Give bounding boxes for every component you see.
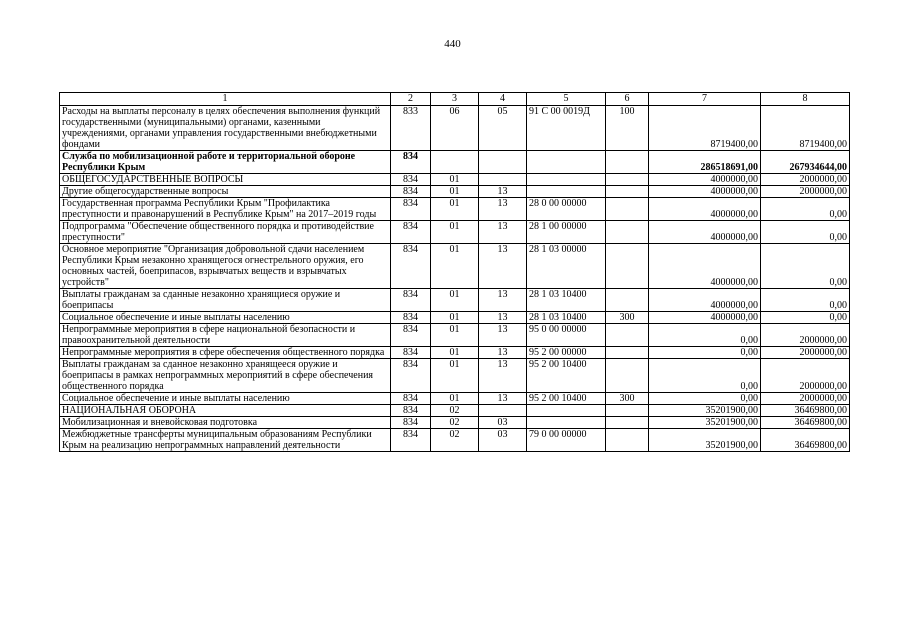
amount-year2-cell: 8719400,00 [761,106,850,151]
target-article-cell: 95 2 00 00000 [527,347,606,359]
expense-type-cell [606,186,649,198]
subsection-cell: 13 [479,393,527,405]
section-cell: 02 [431,405,479,417]
row-name-cell: НАЦИОНАЛЬНАЯ ОБОРОНА [60,405,391,417]
subsection-cell [479,405,527,417]
row-name-cell: Мобилизационная и вневойсковая подготовка [60,417,391,429]
table-row [60,347,850,359]
expense-type-cell [606,289,649,312]
section-cell: 02 [431,417,479,429]
section-cell: 01 [431,312,479,324]
target-article-cell: 28 1 00 00000 [527,221,606,244]
admin-code-cell: 834 [391,289,431,312]
amount-year2-cell: 36469800,00 [761,417,850,429]
subsection-cell: 13 [479,312,527,324]
section-cell: 01 [431,174,479,186]
amount-year1-cell: 35201900,00 [649,429,761,452]
expense-type-cell: 300 [606,312,649,324]
amount-year2-cell: 0,00 [761,221,850,244]
amount-year1-cell: 35201900,00 [649,405,761,417]
expense-type-cell [606,429,649,452]
section-cell: 01 [431,347,479,359]
subsection-cell: 13 [479,186,527,198]
budget-table [59,92,850,452]
admin-code-cell: 834 [391,324,431,347]
target-article-cell [527,174,606,186]
row-name-cell: Социальное обеспечение и иные выплаты населению [60,393,391,405]
amount-year1-cell: 286518691,00 [649,151,761,174]
target-article-cell: 95 0 00 00000 [527,324,606,347]
amount-year1-cell: 0,00 [649,324,761,347]
column-header: 5 [527,93,606,106]
table-row [60,221,850,244]
expense-type-cell [606,405,649,417]
row-name-cell: Расходы на выплаты персоналу в целях обеспечения выполнения функций государственными (муниципальными) органами, казенными учреждениями, органами управления государственными внебюджетными фондами [60,106,391,151]
subsection-cell: 13 [479,289,527,312]
row-name-cell: Другие общегосударственные вопросы [60,186,391,198]
amount-year2-cell: 0,00 [761,244,850,289]
section-cell: 01 [431,221,479,244]
table-row [60,186,850,198]
table-row [60,244,850,289]
row-name-cell: Выплаты гражданам за сданные незаконно хранящиеся оружие и боеприпасы [60,289,391,312]
target-article-cell: 95 2 00 10400 [527,359,606,393]
amount-year1-cell: 4000000,00 [649,174,761,186]
amount-year2-cell: 0,00 [761,312,850,324]
column-header: 1 [60,93,391,106]
amount-year1-cell: 4000000,00 [649,221,761,244]
page-number: 440 [444,38,461,50]
row-name-cell: ОБЩЕГОСУДАРСТВЕННЫЕ ВОПРОСЫ [60,174,391,186]
admin-code-cell: 834 [391,417,431,429]
admin-code-cell: 833 [391,106,431,151]
table-row [60,324,850,347]
table-row [60,405,850,417]
target-article-cell [527,405,606,417]
admin-code-cell: 834 [391,405,431,417]
table-row [60,429,850,452]
table-row [60,417,850,429]
column-header: 4 [479,93,527,106]
admin-code-cell: 834 [391,221,431,244]
section-cell: 01 [431,359,479,393]
amount-year2-cell: 2000000,00 [761,186,850,198]
amount-year1-cell: 4000000,00 [649,198,761,221]
expense-type-cell [606,198,649,221]
amount-year2-cell: 2000000,00 [761,393,850,405]
subsection-cell: 13 [479,221,527,244]
column-header: 8 [761,93,850,106]
expense-type-cell [606,244,649,289]
table-row [60,174,850,186]
admin-code-cell: 834 [391,429,431,452]
table-row [60,151,850,174]
amount-year2-cell: 2000000,00 [761,174,850,186]
target-article-cell [527,151,606,174]
amount-year2-cell: 2000000,00 [761,359,850,393]
section-cell: 01 [431,393,479,405]
table-row [60,312,850,324]
table-row [60,289,850,312]
amount-year1-cell: 0,00 [649,359,761,393]
target-article-cell: 91 С 00 0019Д [527,106,606,151]
table-row [60,359,850,393]
amount-year1-cell: 4000000,00 [649,244,761,289]
section-cell: 01 [431,289,479,312]
target-article-cell: 79 0 00 00000 [527,429,606,452]
admin-code-cell: 834 [391,244,431,289]
subsection-cell: 13 [479,347,527,359]
subsection-cell: 05 [479,106,527,151]
amount-year1-cell: 8719400,00 [649,106,761,151]
section-cell: 01 [431,324,479,347]
subsection-cell: 13 [479,198,527,221]
amount-year2-cell: 0,00 [761,289,850,312]
target-article-cell: 95 2 00 10400 [527,393,606,405]
amount-year1-cell: 0,00 [649,347,761,359]
expense-type-cell [606,151,649,174]
subsection-cell: 13 [479,244,527,289]
row-name-cell: Государственная программа Республики Крым "Профилактика преступности и правонарушений в Республике Крым" на 2017–2019 годы [60,198,391,221]
row-name-cell: Непрограммные мероприятия в сфере обеспечения общественного порядка [60,347,391,359]
column-header: 7 [649,93,761,106]
subsection-cell: 03 [479,429,527,452]
subsection-cell [479,151,527,174]
admin-code-cell: 834 [391,174,431,186]
admin-code-cell: 834 [391,198,431,221]
column-header: 6 [606,93,649,106]
admin-code-cell: 834 [391,347,431,359]
section-cell: 01 [431,186,479,198]
amount-year2-cell: 0,00 [761,198,850,221]
expense-type-cell [606,324,649,347]
amount-year1-cell: 4000000,00 [649,312,761,324]
row-name-cell: Межбюджетные трансферты муниципальным образованиям Республики Крым на реализацию непрограммных направлений деятельности [60,429,391,452]
admin-code-cell: 834 [391,359,431,393]
table-row [60,198,850,221]
amount-year1-cell: 35201900,00 [649,417,761,429]
target-article-cell: 28 1 03 10400 [527,312,606,324]
expense-type-cell: 100 [606,106,649,151]
admin-code-cell: 834 [391,393,431,405]
row-name-cell: Подпрограмма "Обеспечение общественного порядка и противодействие преступности" [60,221,391,244]
row-name-cell: Служба по мобилизационной работе и территориальной обороне Республики Крым [60,151,391,174]
target-article-cell: 28 0 00 00000 [527,198,606,221]
row-name-cell: Непрограммные мероприятия в сфере национальной безопасности и правоохранительной деятельности [60,324,391,347]
amount-year2-cell: 2000000,00 [761,324,850,347]
amount-year1-cell: 4000000,00 [649,186,761,198]
amount-year2-cell: 36469800,00 [761,429,850,452]
table-row [60,106,850,151]
subsection-cell: 13 [479,359,527,393]
amount-year2-cell: 36469800,00 [761,405,850,417]
amount-year1-cell: 0,00 [649,393,761,405]
section-cell [431,151,479,174]
expense-type-cell [606,417,649,429]
section-cell: 01 [431,198,479,221]
admin-code-cell: 834 [391,186,431,198]
column-header: 3 [431,93,479,106]
section-cell: 02 [431,429,479,452]
target-article-cell [527,417,606,429]
row-name-cell: Основное мероприятие "Организация добровольной сдачи населением Республики Крым незаконно хранящегося огнестрельного оружия, его основных частей, боеприпасов, взрывчатых веществ и взрывчатых устройств" [60,244,391,289]
subsection-cell [479,174,527,186]
column-header: 2 [391,93,431,106]
subsection-cell: 03 [479,417,527,429]
amount-year1-cell: 4000000,00 [649,289,761,312]
expense-type-cell [606,174,649,186]
table-row [60,393,850,405]
admin-code-cell: 834 [391,312,431,324]
section-cell: 01 [431,244,479,289]
subsection-cell: 13 [479,324,527,347]
expense-type-cell: 300 [606,393,649,405]
row-name-cell: Социальное обеспечение и иные выплаты населению [60,312,391,324]
amount-year2-cell: 267934644,00 [761,151,850,174]
section-cell: 06 [431,106,479,151]
table-header-row [60,93,850,106]
amount-year2-cell: 2000000,00 [761,347,850,359]
target-article-cell [527,186,606,198]
expense-type-cell [606,359,649,393]
admin-code-cell: 834 [391,151,431,174]
row-name-cell: Выплаты гражданам за сданное незаконно хранящееся оружие и боеприпасы в рамках непрограммных мероприятий в сфере обеспечения общественного порядка [60,359,391,393]
target-article-cell: 28 1 03 10400 [527,289,606,312]
expense-type-cell [606,221,649,244]
expense-type-cell [606,347,649,359]
target-article-cell: 28 1 03 00000 [527,244,606,289]
